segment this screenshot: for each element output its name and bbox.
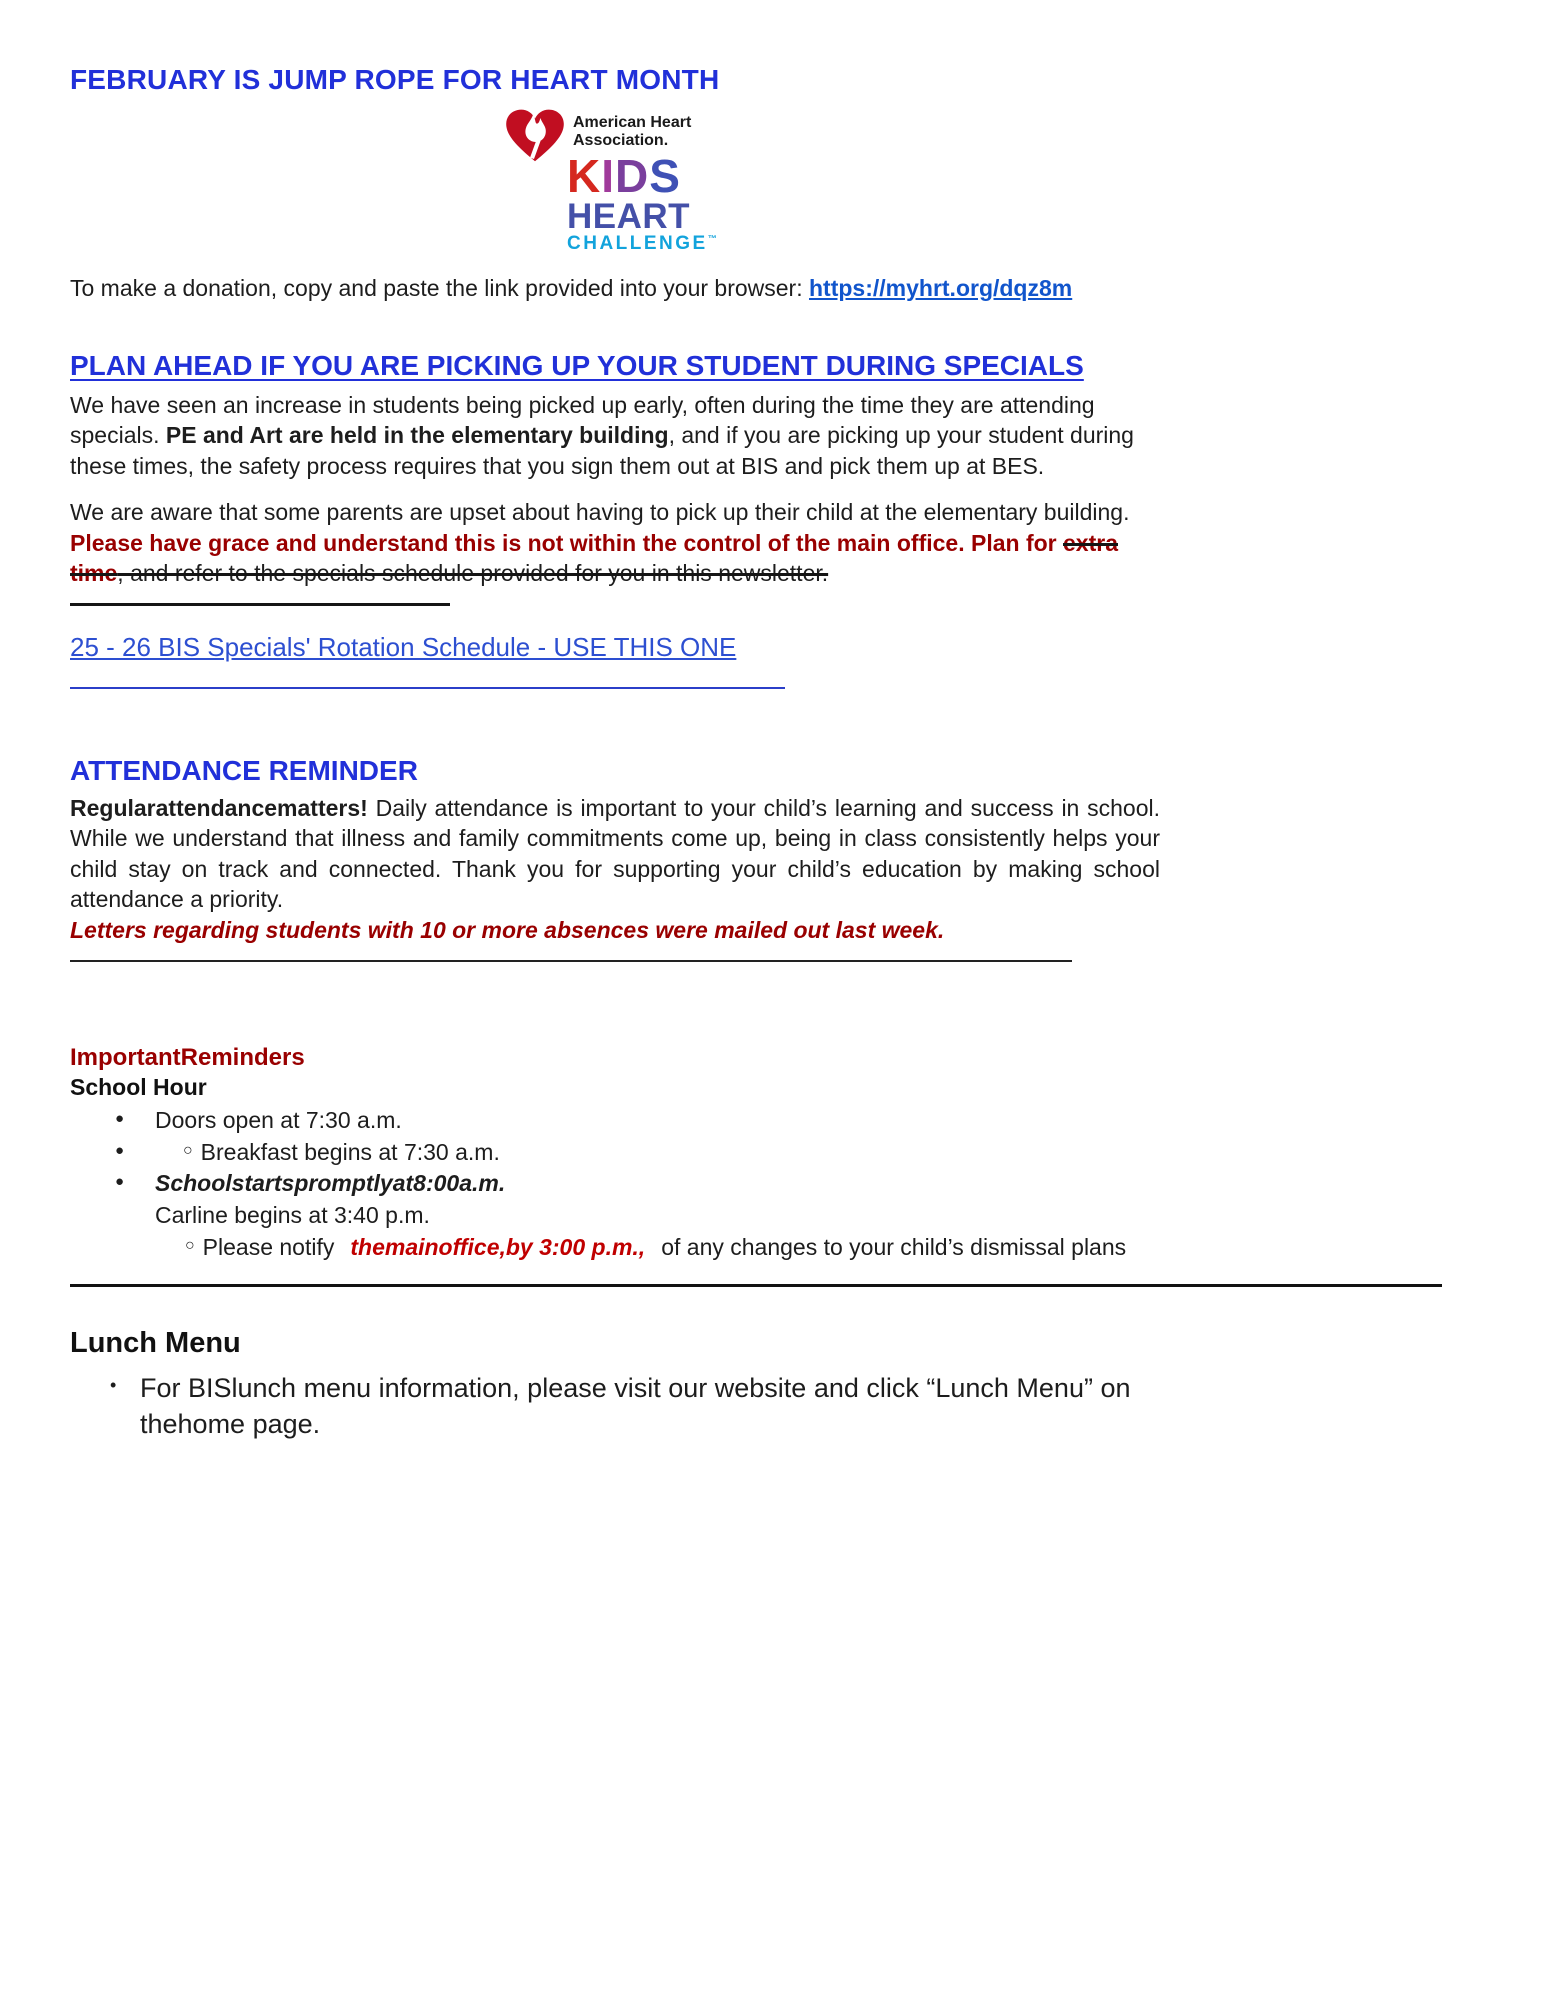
sub-bullet-icon: ○: [183, 1141, 193, 1159]
bullet-icon: ●: [115, 1109, 125, 1127]
dismissal-deadline-red-text: themainoffice,by 3:00 p.m.,: [350, 1233, 646, 1260]
strikethrough-extension-line: [70, 603, 450, 606]
plan-ahead-heading: PLAN AHEAD IF YOU ARE PICKING UP YOUR STUDENT DURING SPECIALS: [70, 349, 1084, 381]
logo-letter-i: I: [601, 150, 616, 202]
absence-letters-note: Letters regarding students with 10 or more absences were mailed out last week.: [70, 916, 945, 943]
bullet-icon: ●: [115, 1173, 125, 1191]
plan-ahead-paragraph-2: [70, 497, 1160, 619]
list-item: [70, 1105, 1475, 1137]
logo-tm-mark: ™: [707, 233, 717, 244]
logo-challenge-text: CHALLENGE: [567, 232, 708, 254]
p2-red-bold-text: Please have grace and understand this is not within the control of the main office. Plan for: [70, 529, 1063, 556]
list-item: [70, 1370, 1475, 1443]
list-item-text: Doors open at 7:30 a.m.: [155, 1106, 402, 1133]
p2-struck-red-text: extra time: [70, 529, 1118, 587]
school-hour-subheading: School Hour: [70, 1073, 207, 1100]
plan-ahead-paragraph-1: [70, 390, 1160, 482]
lunch-item-text: For BISlunch menu information, please visit our website and click “Lunch Menu” on thehome page.: [140, 1372, 1131, 1440]
specials-schedule-link[interactable]: 25 - 26 BIS Specials' Rotation Schedule - USE THIS ONE: [70, 631, 737, 662]
page-title: FEBRUARY IS JUMP ROPE FOR HEART MONTH: [70, 64, 720, 95]
list-item-text: Schoolstartspromptlyat8:00a.m.: [155, 1170, 506, 1197]
attendance-heading: ATTENDANCE REMINDER: [70, 754, 418, 786]
list-item-text: Carline begins at 3:40 p.m.: [155, 1202, 430, 1229]
attendance-paragraph: [70, 793, 1160, 915]
attendance-divider-rule: [70, 960, 1072, 962]
p1-bold-text: PE and Art are held in the elementary building: [165, 422, 669, 449]
p1-text-c: , and if you are picking up your student during these times, the safety process requires that you sign them out at BIS and pick them up at BES.: [70, 422, 1134, 479]
p2-text-a: We are aware that some parents are upset about having to pick up their child at the elementary building.: [70, 499, 1130, 526]
schedule-underline-rule: [70, 687, 785, 689]
school-hour-list: [70, 1105, 1475, 1264]
attendance-bold-intro: Regularattendancematters!: [70, 794, 368, 821]
list-item: [70, 1137, 1475, 1169]
aha-org-line2: Association.: [573, 132, 669, 150]
donation-text: To make a donation, copy and paste the link provided into your browser:: [70, 274, 809, 301]
logo-letter-d: D: [615, 150, 650, 202]
lunch-menu-heading: Lunch Menu: [70, 1326, 241, 1359]
important-reminders-heading: ImportantReminders: [70, 1043, 305, 1071]
dismissal-text-a: Please notify: [202, 1233, 335, 1260]
kids-heart-challenge-logo: [505, 108, 735, 255]
list-item-text: Breakfast begins at 7:30 a.m.: [200, 1138, 500, 1165]
list-item-text: [203, 1232, 1126, 1264]
donation-link[interactable]: https://myhrt.org/dqz8m: [809, 274, 1073, 301]
dismissal-text-c: of any changes to your child’s dismissal plans: [661, 1233, 1127, 1260]
list-item: [70, 1232, 1475, 1264]
p1-text-a: We have seen an increase in students being picked up early, often during the time they are attending specials.: [70, 391, 1095, 449]
logo-letter-k: K: [567, 150, 602, 202]
list-item: [70, 1200, 1475, 1232]
logo-heart-word: HEART: [567, 196, 691, 236]
logo-challenge-word: [567, 234, 735, 255]
logo-letter-s: S: [649, 150, 681, 202]
aha-heart-icon: [505, 108, 565, 169]
p2-struck-text: , and refer to the specials schedule provided for you in this newsletter.: [117, 560, 829, 587]
section-divider-rule: [70, 1284, 1442, 1287]
list-item: [70, 1168, 1475, 1200]
donation-line: [70, 275, 1475, 302]
aha-org-line1: American Heart: [573, 114, 692, 131]
attendance-text: Daily attendance is important to your child’s learning and success in school. While we understand that illness and family commitments come up, being in class consistently helps your child stay on track and connected. Thank you for supporting your child’s education by making school attendance a priority.: [70, 794, 1160, 913]
bullet-icon: ●: [115, 1141, 125, 1159]
bullet-icon: •: [110, 1374, 117, 1395]
aha-org-name: [573, 108, 691, 151]
sub-bullet-icon: ○: [185, 1236, 195, 1254]
logo-kids-word: [567, 150, 735, 202]
